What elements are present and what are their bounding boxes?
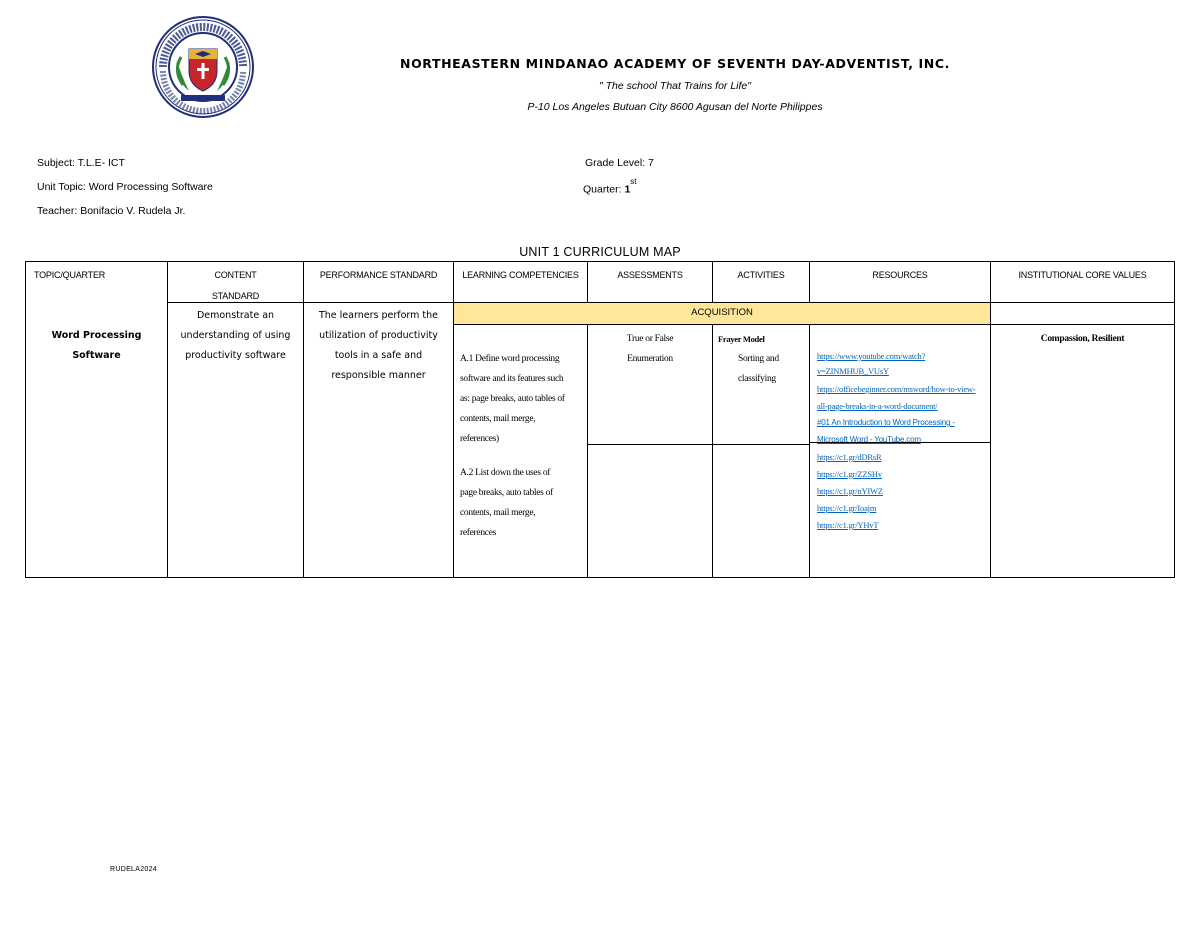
performance-standard-line: responsible manner [331,370,426,381]
quarter-value: 1 [624,183,631,196]
content-standard-line: understanding of using [180,330,291,341]
core-values-cell: Compassion, Resilient [1040,334,1125,344]
header-assessments: ASSESSMENTS [617,270,683,280]
assessments-cell [588,329,712,369]
competency-line: contents, mail merge, [460,414,536,424]
competency-a2 [460,463,588,543]
acquisition-label: ACQUISITION [691,307,753,318]
col-border [25,261,26,578]
table-top-border [25,261,1175,262]
topic-line: Word Processing [51,330,142,341]
grade-level-label: Grade Level: 7 [585,157,654,169]
activity-line: Sorting and [738,354,779,364]
header-row-divider [168,302,1175,303]
header-learning-competencies: LEARNING COMPETENCIES [462,270,579,280]
assessment-row-divider [588,444,810,445]
activities-cell [718,329,808,389]
activity-line: classifying [738,374,776,384]
quarter-label-text: Quarter: [583,183,622,196]
resource-link-youtube-cont[interactable]: v=ZINMHUB_VUsY [817,366,889,376]
competency-line: A.2 List down the uses of [460,468,551,478]
unit-topic-label: Unit Topic: Word Processing Software [37,181,213,193]
resource-link-short-2[interactable]: https://c1.gr/ZZSHv [817,469,882,479]
resource-link-officebeginner[interactable]: https://officebeginner.com/msword/how-to-view- [817,384,976,394]
performance-standard-cell [304,306,453,386]
quarter-label [583,177,637,196]
resource-link-short-5[interactable]: https://c1.gr/YHvT [817,520,879,530]
assessment-line: True or False [626,334,674,344]
col-border [990,261,991,578]
school-seal-logo [142,14,264,120]
assessment-line: Enumeration [627,354,673,364]
topic-line: Software [72,350,121,361]
acquisition-row-divider [454,324,1175,325]
school-name: NORTHEASTERN MINDANAO ACADEMY OF SEVENTH DAY-ADVENTIST, INC. [400,56,950,71]
activity-line: Frayer Model [718,334,765,344]
topic-cell [26,326,167,366]
competency-line: as: page breaks, auto tables of [460,394,565,404]
unit-title: UNIT 1 CURRICULUM MAP [519,245,681,259]
school-address: P-10 Los Angeles Butuan City 8600 Agusan del Norte Philippes [527,101,823,113]
teacher-label: Teacher: Bonifacio V. Rudela Jr. [37,205,186,217]
performance-standard-line: The learners perform the [318,310,438,321]
competency-line: contents, mail merge, [460,508,536,518]
resource-link-intro-video[interactable]: #01 An Introduction to Word Processing - [817,418,955,427]
header-content-standard-line1: CONTENT [214,270,257,280]
resource-link-officebeginner-cont[interactable]: all-page-breaks-in-a-word-document/ [817,401,938,411]
performance-standard-line: tools in a safe and [334,350,423,361]
resource-link-youtube[interactable]: https://www.youtube.com/watch? [817,351,926,361]
header-topic-quarter: TOPIC/QUARTER [34,270,106,280]
resource-link-intro-video-cont[interactable]: Microsoft Word - YouTube.com [817,435,921,444]
header-performance-standard: PERFORMANCE STANDARD [319,270,438,280]
col-border [712,324,713,578]
performance-standard-line: utilization of productivity [319,330,438,341]
col-border [809,324,810,578]
school-motto: " The school That Trains for Life" [599,80,751,92]
header-institutional-core-values: INSTITUTIONAL CORE VALUES [1018,270,1147,280]
competency-line: page breaks, auto tables of [460,488,553,498]
table-bottom-border [25,577,1175,578]
header-resources: RESOURCES [872,270,928,280]
content-standard-line: productivity software [185,350,286,361]
content-standard-cell [168,306,303,366]
header-activities: ACTIVITIES [737,270,785,280]
col-border [1174,261,1175,578]
resource-link-short-4[interactable]: https://c1.gr/Ioajm [817,503,877,513]
competency-line: references) [460,434,499,444]
quarter-suffix: st [630,177,637,186]
competency-line: A.1 Define word processing [460,354,560,364]
resource-link-short-1[interactable]: https://c1.gr/dDRsR [817,452,882,462]
competency-line: references [460,528,497,538]
competency-line: software and its features such [460,374,564,384]
header-content-standard-line2: STANDARD [211,291,260,301]
competency-a1 [460,349,588,449]
subject-label: Subject: T.L.E- ICT [37,157,125,169]
resource-link-short-3[interactable]: https://c1.gr/nYIWZ [817,486,883,496]
footer-author: RUDELA2024 [110,866,157,873]
content-standard-line: Demonstrate an [196,310,275,321]
